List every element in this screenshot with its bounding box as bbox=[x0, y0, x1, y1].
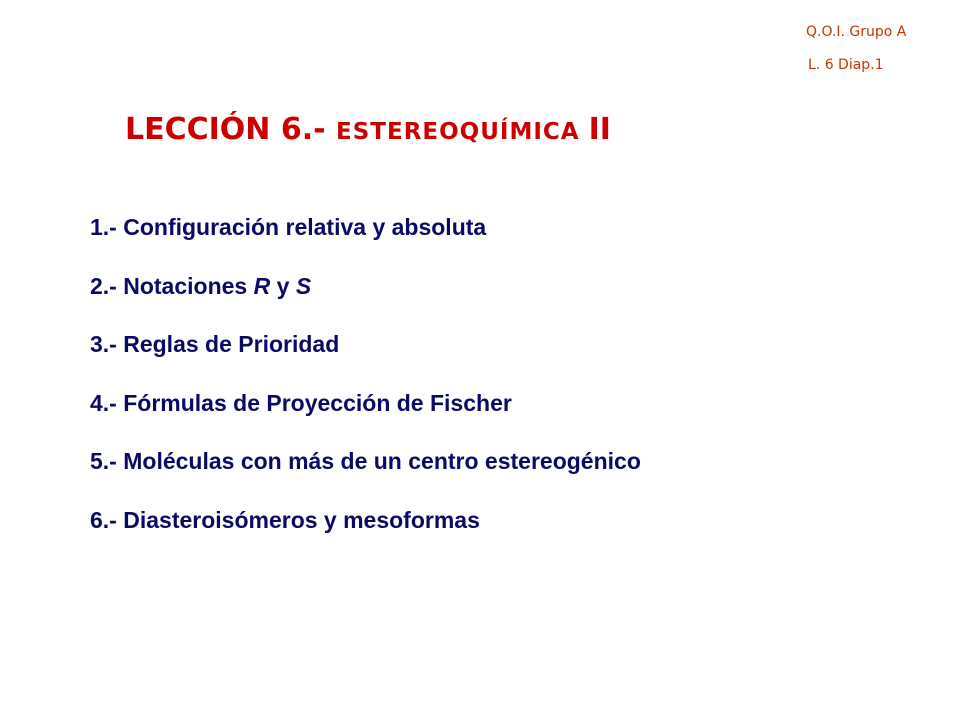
slide-reference: L. 6 Diap.1 bbox=[808, 57, 884, 73]
topic-item-1: 1.- Configuración relativa y absoluta bbox=[90, 214, 487, 240]
topic-item-3: 3.- Reglas de Prioridad bbox=[90, 331, 340, 357]
topic-list bbox=[90, 210, 641, 561]
topic-item-2 bbox=[90, 269, 641, 328]
topic-item-4: 4.- Fórmulas de Proyección de Fischer bbox=[90, 389, 512, 416]
subject-label: ESTEREOQUÍMICA bbox=[336, 119, 589, 145]
notation-r: R bbox=[253, 272, 271, 299]
topic-item-5: 5.- Moléculas con más de un centro estereogénico bbox=[90, 448, 641, 474]
notation-s: S bbox=[295, 272, 312, 299]
lesson-label: LECCIÓN 6.- bbox=[125, 112, 337, 147]
topic-2-prefix: 2.- Notaciones bbox=[90, 272, 254, 299]
page-title bbox=[125, 112, 611, 147]
course-label: Q.O.I. Grupo A bbox=[806, 24, 907, 40]
topic-item-6: 6.- Diasteroisómeros y mesoformas bbox=[90, 506, 480, 533]
topic-2-conjunction: y bbox=[270, 272, 296, 299]
part-numeral: II bbox=[588, 112, 611, 147]
